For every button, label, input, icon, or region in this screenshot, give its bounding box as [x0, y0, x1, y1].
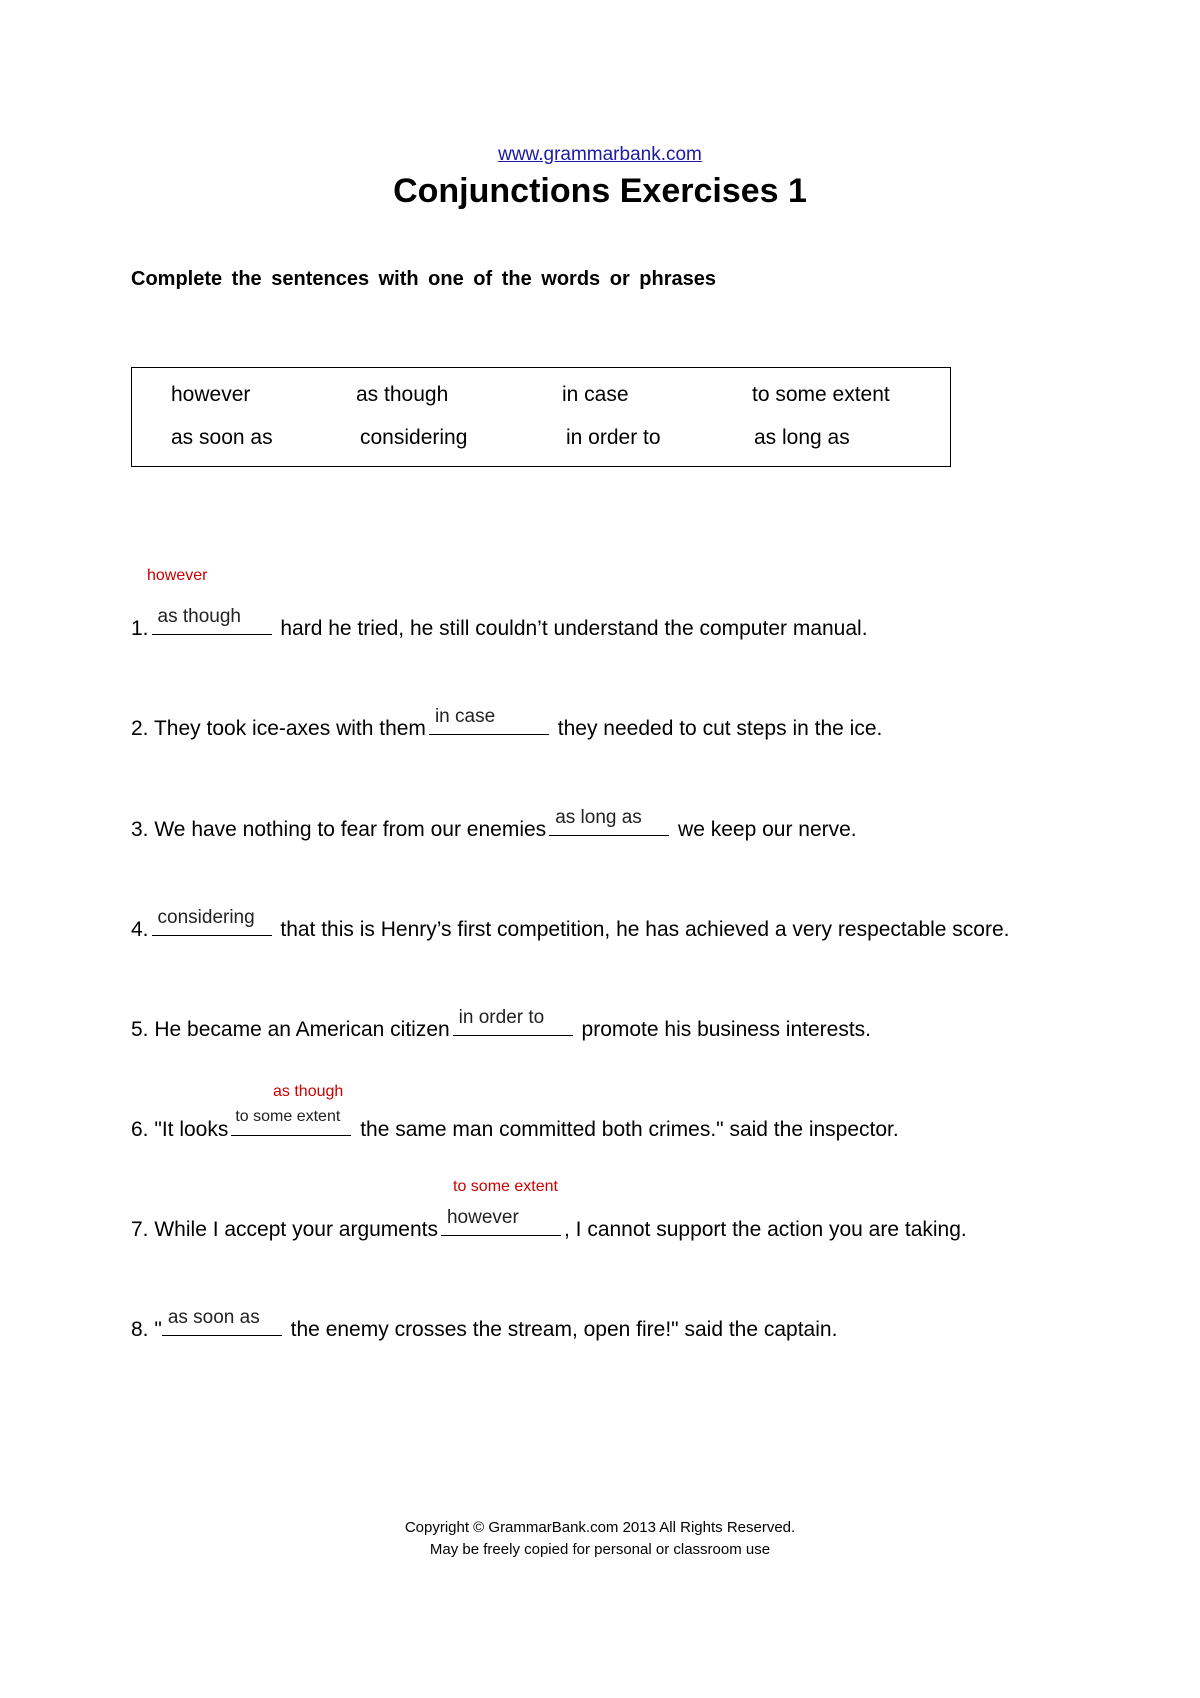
- sentence-number: 4.: [131, 918, 149, 941]
- sentence-number: 1.: [131, 617, 149, 640]
- word-option: to some extent: [752, 383, 890, 406]
- sentence-text-after: they needed to cut steps in the ice.: [557, 717, 883, 740]
- sentence-text-before: While I accept your arguments: [154, 1218, 438, 1241]
- answer-text: considering: [157, 907, 255, 928]
- sentence-text-after: that this is Henry’s first competition, he has achieved a very respectable score.: [280, 918, 1010, 941]
- site-link[interactable]: www.grammarbank.com: [498, 144, 702, 165]
- answer-blank[interactable]: [152, 606, 272, 635]
- sentence-number: 7.: [131, 1218, 149, 1241]
- answer-blank[interactable]: [441, 1207, 561, 1236]
- answer-blank[interactable]: [231, 1108, 351, 1136]
- word-option: considering: [360, 426, 468, 449]
- instruction-text: Complete the sentences with one of the words or phrases: [131, 268, 716, 290]
- sentence-1: [131, 606, 868, 641]
- sentence-4: [131, 907, 1010, 942]
- correction-note: however: [147, 567, 208, 584]
- sentence-text-after: the same man committed both crimes." said the inspector.: [360, 1118, 899, 1141]
- sentence-text-before: ": [154, 1318, 162, 1341]
- footer-usage-note: May be freely copied for personal or classroom use: [429, 1541, 771, 1558]
- sentence-number: 5.: [131, 1018, 149, 1041]
- sentence-7: [131, 1207, 967, 1242]
- page-title: Conjunctions Exercises 1: [393, 172, 807, 210]
- sentence-6: [131, 1108, 899, 1142]
- word-option: as soon as: [171, 426, 273, 449]
- answer-text: as long as: [555, 807, 642, 828]
- sentence-text-after: , I cannot support the action you are taking.: [563, 1218, 967, 1241]
- word-option: as long as: [754, 426, 850, 449]
- footer-copyright: Copyright © GrammarBank.com 2013 All Rights Reserved.: [404, 1519, 796, 1536]
- sentence-text-after: promote his business interests.: [581, 1018, 871, 1041]
- sentence-number: 2.: [131, 717, 149, 740]
- sentence-number: 6.: [131, 1118, 149, 1141]
- correction-note: as though: [273, 1083, 344, 1100]
- word-box: [131, 367, 951, 467]
- answer-text: as soon as: [167, 1307, 260, 1328]
- word-option: in case: [562, 383, 629, 406]
- word-option: as though: [356, 383, 449, 406]
- correction-note: to some extent: [453, 1178, 558, 1195]
- sentence-3: [131, 807, 857, 842]
- sentence-text-after: the enemy crosses the stream, open fire!" said the captain.: [290, 1318, 838, 1341]
- sentence-number: 3.: [131, 818, 149, 841]
- sentence-text-before: "It looks: [154, 1118, 229, 1141]
- answer-text: as though: [157, 606, 241, 627]
- sentence-text-before: We have nothing to fear from our enemies: [154, 818, 547, 841]
- sentence-number: 8.: [131, 1318, 149, 1341]
- sentence-5: [131, 1007, 871, 1042]
- word-option: however: [171, 383, 251, 406]
- sentence-text-after: hard he tried, he still couldn’t understand the computer manual.: [280, 617, 868, 640]
- sentence-8: [131, 1307, 838, 1342]
- sentence-2: [131, 706, 883, 741]
- answer-blank[interactable]: [152, 907, 272, 936]
- answer-text: in case: [434, 706, 496, 727]
- sentence-text-before: He became an American citizen: [154, 1018, 450, 1041]
- answer-blank[interactable]: [429, 706, 549, 735]
- answer-text: however: [446, 1207, 519, 1228]
- word-option: in order to: [566, 426, 661, 449]
- sentence-text-before: They took ice-axes with them: [153, 717, 426, 740]
- answer-blank[interactable]: [549, 807, 669, 836]
- answer-blank[interactable]: [162, 1307, 282, 1336]
- answer-blank[interactable]: [453, 1007, 573, 1036]
- answer-text: in order to: [458, 1007, 545, 1028]
- answer-text: to some extent: [235, 1108, 341, 1125]
- sentence-text-after: we keep our nerve.: [678, 818, 857, 841]
